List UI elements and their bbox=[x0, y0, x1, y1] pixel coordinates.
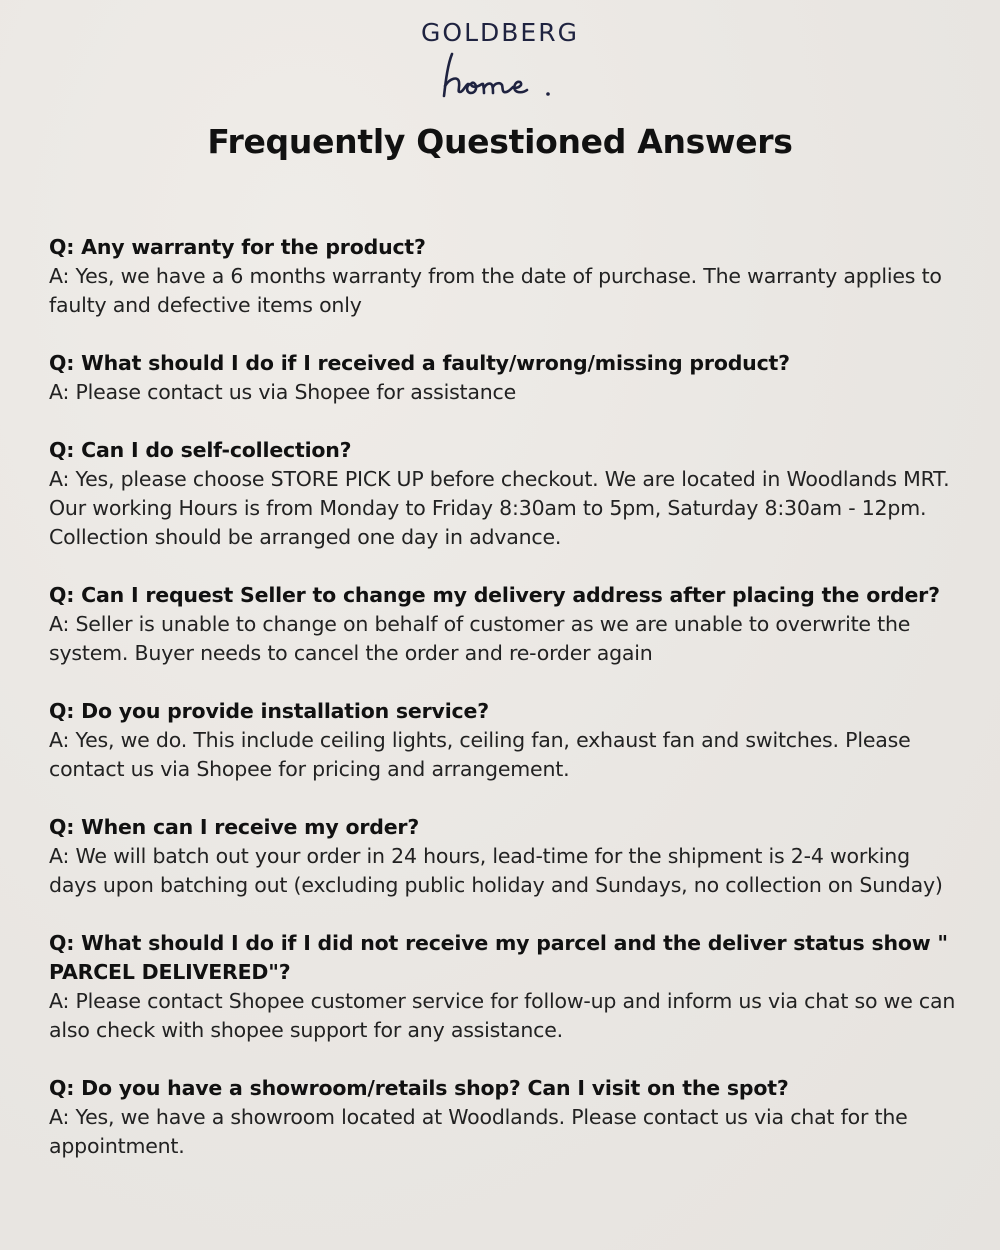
faq-item bbox=[49, 813, 959, 900]
faq-answer: A: Yes, please choose STORE PICK UP before checkout. We are located in Woodlands MRT. Our working Hours is from Monday to Friday 8:30am to 5pm, Saturday 8:30am - 12pm. Collection should be arranged one day in advance. bbox=[49, 467, 950, 549]
faq-answer: A: Yes, we have a 6 months warranty from the date of purchase. The warranty applies to faulty and defective items only bbox=[49, 264, 942, 317]
faq-item bbox=[49, 929, 959, 1045]
faq-question: Q: Can I do self-collection? bbox=[49, 438, 352, 462]
faq-question: Q: When can I receive my order? bbox=[49, 815, 420, 839]
faq-answer: A: Yes, we have a showroom located at Woodlands. Please contact us via chat for the appointment. bbox=[49, 1105, 908, 1158]
brand-script-logo bbox=[430, 50, 570, 102]
faq-answer: A: Yes, we do. This include ceiling lights, ceiling fan, exhaust fan and switches. Please contact us via Shopee for pricing and arrangement. bbox=[49, 728, 911, 781]
faq-answer: A: Seller is unable to change on behalf of customer as we are unable to overwrite the system. Buyer needs to cancel the order and re-order again bbox=[49, 612, 911, 665]
faq-item bbox=[49, 697, 959, 784]
page-title: Frequently Questioned Answers bbox=[207, 122, 793, 161]
faq-question: Q: Can I request Seller to change my delivery address after placing the order? bbox=[49, 583, 940, 607]
faq-question: Q: What should I do if I received a faulty/wrong/missing product? bbox=[49, 351, 790, 375]
faq-list bbox=[49, 233, 959, 1190]
faq-item bbox=[49, 436, 959, 552]
faq-answer: A: Please contact Shopee customer service for follow-up and inform us via chat so we can also check with shopee support for any assistance. bbox=[49, 989, 956, 1042]
faq-answer: A: Please contact us via Shopee for assistance bbox=[49, 380, 517, 404]
faq-item bbox=[49, 581, 959, 668]
faq-question: Q: Do you provide installation service? bbox=[49, 699, 489, 723]
brand-logo bbox=[0, 18, 1000, 102]
brand-name: GOLDBERG bbox=[421, 18, 579, 47]
faq-question: Q: What should I do if I did not receive my parcel and the deliver status show " PARCEL DELIVERED"? bbox=[49, 931, 948, 984]
faq-answer: A: We will batch out your order in 24 hours, lead-time for the shipment is 2-4 working days upon batching out (excluding public holiday and Sundays, no collection on Sunday) bbox=[49, 844, 943, 897]
faq-item bbox=[49, 233, 959, 320]
faq-question: Q: Do you have a showroom/retails shop? Can I visit on the spot? bbox=[49, 1076, 789, 1100]
faq-item bbox=[49, 349, 959, 407]
faq-item bbox=[49, 1074, 959, 1161]
faq-question: Q: Any warranty for the product? bbox=[49, 235, 426, 259]
